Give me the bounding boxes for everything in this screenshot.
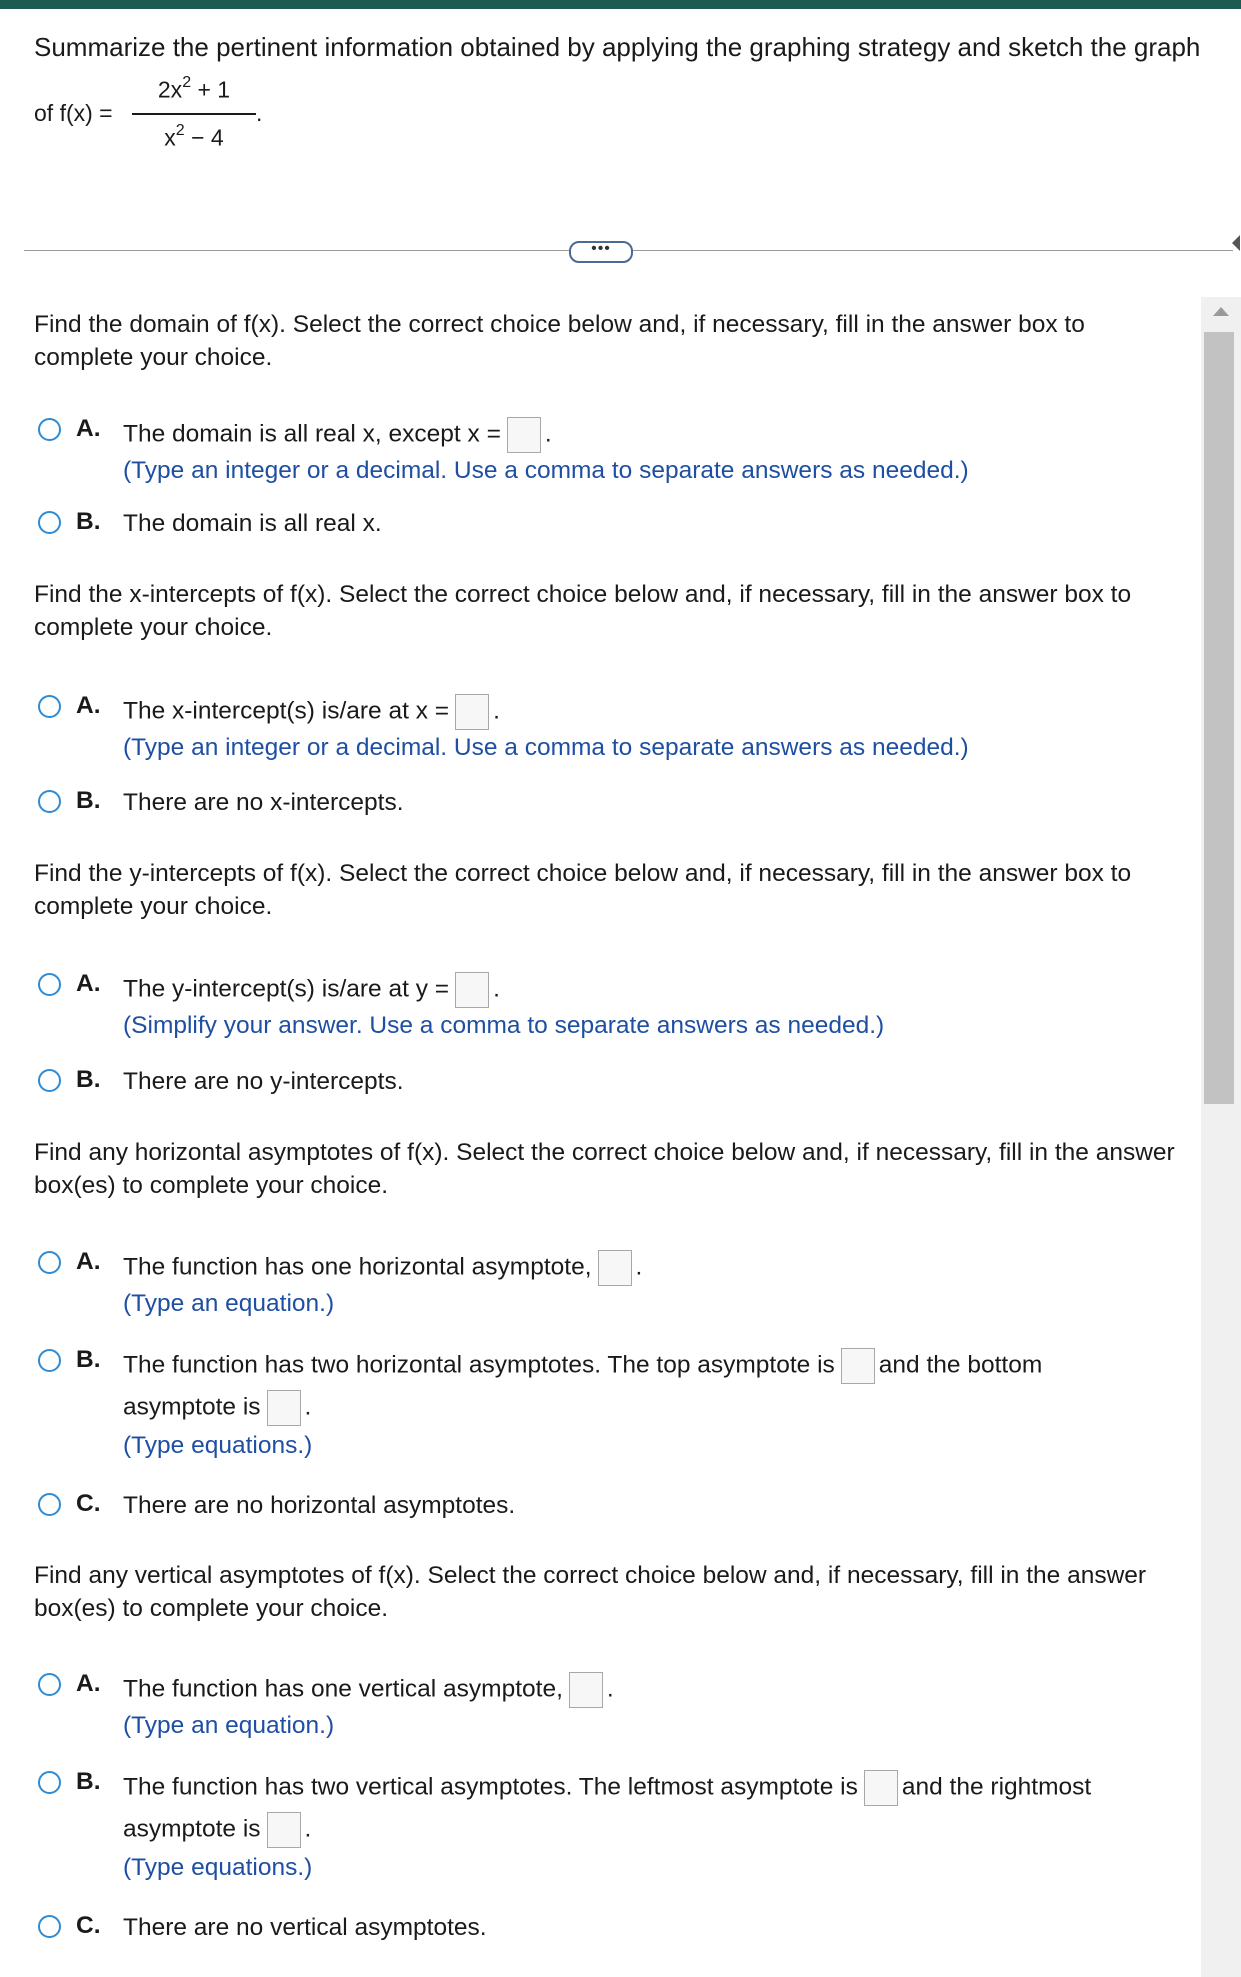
answer-box-left[interactable] <box>864 1770 898 1806</box>
answer-box-bottom[interactable] <box>267 1390 301 1426</box>
numerator: $2x^2 + 1$ <box>157 74 231 103</box>
function-label: of f(x) = <box>34 100 113 126</box>
radio-button[interactable] <box>38 973 61 996</box>
question-x-intercepts: Find the x-intercepts of f(x). Select the correct choice below and, if necessary, fill in the answer box to complete your choice. <box>34 581 1132 641</box>
question-y-intercepts: Find the y-intercepts of f(x). Select the correct choice below and, if necessary, fill in the answer box to complete your choice. <box>34 860 1132 920</box>
radio-button[interactable] <box>38 1771 61 1794</box>
answer-box[interactable] <box>507 417 541 453</box>
scrollbar-thumb[interactable] <box>1204 332 1234 1104</box>
question-vertical-asymptotes: Find any vertical asymptotes of f(x). Select the correct choice below and, if necessary, fill in the answer box(es) to complete your choice. <box>34 1562 1147 1622</box>
answer-box[interactable] <box>598 1250 632 1286</box>
function-period: . <box>256 100 263 126</box>
radio-button[interactable] <box>38 1915 61 1938</box>
hint-text: (Type an equation.) <box>123 1712 335 1739</box>
fraction-bar <box>132 113 256 115</box>
question-horizontal-asymptotes: Find any horizontal asymptotes of f(x). Select the correct choice below and, if necessary, fill in the answer box(es) to complete your choice. <box>34 1139 1175 1199</box>
radio-button[interactable] <box>38 1349 61 1372</box>
radio-button[interactable] <box>38 1251 61 1274</box>
answer-box[interactable] <box>455 972 489 1008</box>
hint-text: (Type an integer or a decimal. Use a comma to separate answers as needed.) <box>123 734 969 761</box>
hint-text: (Simplify your answer. Use a comma to separate answers as needed.) <box>123 1012 885 1039</box>
question-domain: Find the domain of f(x). Select the correct choice below and, if necessary, fill in the answer box to complete your choice. <box>34 311 1085 371</box>
answer-box[interactable] <box>455 694 489 730</box>
radio-button[interactable] <box>38 418 61 441</box>
hint-text: (Type an equation.) <box>123 1290 335 1317</box>
more-button[interactable]: ••• <box>569 241 633 263</box>
denominator: $x^2 - 4$ <box>164 122 224 151</box>
problem-intro: Summarize the pertinent information obtained by applying the graphing strategy and sketch the graph <box>34 32 1201 62</box>
radio-button[interactable] <box>38 1673 61 1696</box>
hint-text: (Type an integer or a decimal. Use a comma to separate answers as needed.) <box>123 457 969 484</box>
answer-box-top[interactable] <box>841 1348 875 1384</box>
answer-box-right[interactable] <box>267 1812 301 1848</box>
collapse-arrow-icon[interactable] <box>1232 235 1240 251</box>
scrollbar[interactable] <box>1201 297 1241 1977</box>
scroll-up-icon[interactable] <box>1213 307 1229 316</box>
hint-text: (Type equations.) <box>123 1432 313 1459</box>
radio-button[interactable] <box>38 1069 61 1092</box>
radio-button[interactable] <box>38 790 61 813</box>
radio-button[interactable] <box>38 511 61 534</box>
radio-button[interactable] <box>38 1493 61 1516</box>
radio-button[interactable] <box>38 695 61 718</box>
top-accent-bar <box>0 0 1241 9</box>
hint-text: (Type equations.) <box>123 1854 313 1881</box>
answer-box[interactable] <box>569 1672 603 1708</box>
